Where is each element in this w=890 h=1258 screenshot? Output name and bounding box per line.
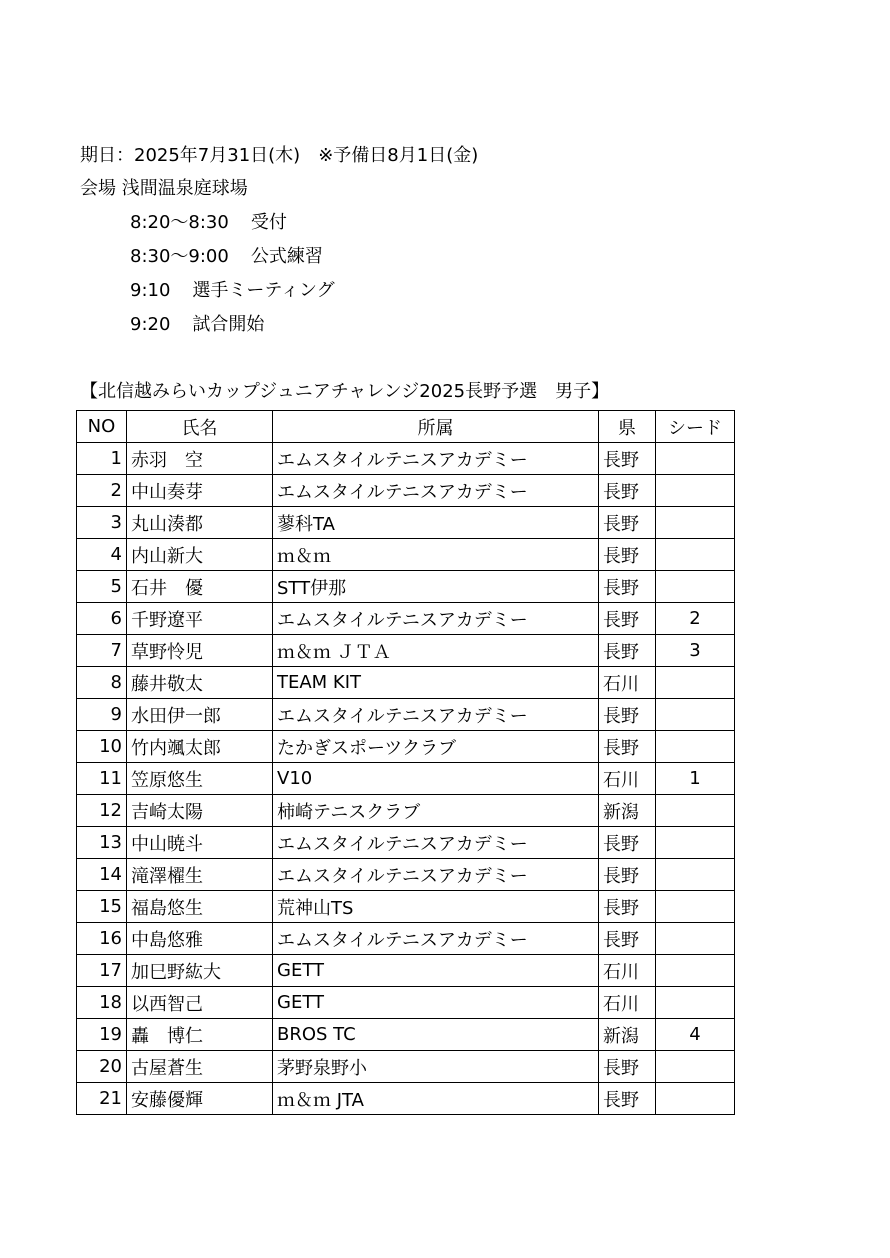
table-row — [77, 1019, 735, 1051]
cell-name: 赤羽 空 — [127, 443, 273, 475]
cell-club: GETT — [273, 987, 599, 1019]
cell-no: 4 — [77, 539, 127, 571]
table-row — [77, 507, 735, 539]
table-row — [77, 795, 735, 827]
cell-name: 千野遼平 — [127, 603, 273, 635]
cell-pref: 長野 — [599, 635, 656, 667]
cell-no: 21 — [77, 1083, 127, 1115]
cell-no: 11 — [77, 763, 127, 795]
cell-no: 9 — [77, 699, 127, 731]
cell-no: 13 — [77, 827, 127, 859]
schedule-event: 受付 — [250, 212, 287, 233]
cell-seed: 1 — [656, 763, 735, 795]
schedule-item — [130, 313, 264, 337]
cell-pref: 長野 — [599, 827, 656, 859]
cell-seed — [656, 699, 735, 731]
cell-no: 18 — [77, 987, 127, 1019]
schedule-item — [130, 211, 287, 235]
cell-no: 17 — [77, 955, 127, 987]
cell-club: 茅野泉野小 — [273, 1051, 599, 1083]
cell-name: 石井 優 — [127, 571, 273, 603]
cell-pref: 新潟 — [599, 795, 656, 827]
cell-pref: 石川 — [599, 667, 656, 699]
cell-no: 1 — [77, 443, 127, 475]
cell-name: 内山新大 — [127, 539, 273, 571]
cell-seed — [656, 475, 735, 507]
table-row — [77, 763, 735, 795]
cell-pref: 長野 — [599, 1051, 656, 1083]
cell-no: 10 — [77, 731, 127, 763]
cell-seed — [656, 507, 735, 539]
schedule-time: 9:20 — [130, 314, 171, 335]
cell-pref: 長野 — [599, 475, 656, 507]
schedule-event: 公式練習 — [250, 246, 323, 267]
cell-club: ｍ＆ｍ JTA — [273, 1083, 599, 1115]
cell-club: エムスタイルテニスアカデミー — [273, 699, 599, 731]
cell-no: 19 — [77, 1019, 127, 1051]
cell-club: エムスタイルテニスアカデミー — [273, 475, 599, 507]
table-title: 【北信越みらいカップジュニアチャレンジ2025長野予選 男子】 — [80, 381, 610, 402]
cell-club: 柿崎テニスクラブ — [273, 795, 599, 827]
cell-seed — [656, 859, 735, 891]
table-row — [77, 635, 735, 667]
cell-seed — [656, 539, 735, 571]
cell-pref: 長野 — [599, 507, 656, 539]
cell-pref: 石川 — [599, 955, 656, 987]
cell-seed: 4 — [656, 1019, 735, 1051]
cell-seed: 3 — [656, 635, 735, 667]
header-name: 氏名 — [127, 411, 273, 443]
cell-pref: 長野 — [599, 539, 656, 571]
cell-seed — [656, 731, 735, 763]
cell-seed — [656, 667, 735, 699]
schedule-item — [130, 279, 335, 303]
cell-seed — [656, 891, 735, 923]
cell-club: GETT — [273, 955, 599, 987]
table-row — [77, 667, 735, 699]
cell-name: 中島悠雅 — [127, 923, 273, 955]
cell-no: 2 — [77, 475, 127, 507]
entry-table — [76, 410, 735, 1115]
cell-club: エムスタイルテニスアカデミー — [273, 859, 599, 891]
cell-seed — [656, 955, 735, 987]
table-row — [77, 475, 735, 507]
cell-name: 中山暁斗 — [127, 827, 273, 859]
cell-seed — [656, 987, 735, 1019]
cell-club: ｍ＆ｍ — [273, 539, 599, 571]
cell-pref: 長野 — [599, 859, 656, 891]
cell-club: STT伊那 — [273, 571, 599, 603]
cell-pref: 長野 — [599, 731, 656, 763]
cell-club: エムスタイルテニスアカデミー — [273, 443, 599, 475]
cell-seed: 2 — [656, 603, 735, 635]
schedule-event: 選手ミーティング — [192, 280, 335, 301]
cell-seed — [656, 827, 735, 859]
cell-pref: 石川 — [599, 763, 656, 795]
table-row — [77, 923, 735, 955]
cell-seed — [656, 443, 735, 475]
cell-club: エムスタイルテニスアカデミー — [273, 923, 599, 955]
cell-pref: 長野 — [599, 603, 656, 635]
cell-name: 轟 博仁 — [127, 1019, 273, 1051]
cell-club: 蓼科TA — [273, 507, 599, 539]
cell-pref: 長野 — [599, 571, 656, 603]
cell-no: 16 — [77, 923, 127, 955]
cell-no: 12 — [77, 795, 127, 827]
cell-name: 中山奏芽 — [127, 475, 273, 507]
cell-no: 15 — [77, 891, 127, 923]
schedule-time: 9:10 — [130, 280, 171, 301]
cell-club: エムスタイルテニスアカデミー — [273, 827, 599, 859]
table-row — [77, 571, 735, 603]
event-venue: 会場 浅間温泉庭球場 — [80, 178, 248, 199]
table-row — [77, 987, 735, 1019]
schedule-event: 試合開始 — [192, 314, 265, 335]
table-row — [77, 955, 735, 987]
cell-no: 20 — [77, 1051, 127, 1083]
header-seed: シード — [656, 411, 735, 443]
cell-seed — [656, 1083, 735, 1115]
event-date: 期日：2025年7月31日(木) ※予備日8月1日(金) — [80, 145, 479, 166]
cell-pref: 長野 — [599, 891, 656, 923]
table-header-row — [77, 411, 735, 443]
cell-club: TEAM KIT — [273, 667, 599, 699]
cell-name: 丸山湊都 — [127, 507, 273, 539]
cell-seed — [656, 795, 735, 827]
cell-club: エムスタイルテニスアカデミー — [273, 603, 599, 635]
table-row — [77, 859, 735, 891]
header-no: NO — [77, 411, 127, 443]
cell-name: 草野怜児 — [127, 635, 273, 667]
schedule-item — [130, 245, 323, 269]
table-row — [77, 603, 735, 635]
table-row — [77, 1051, 735, 1083]
cell-name: 加巳野紘大 — [127, 955, 273, 987]
cell-no: 5 — [77, 571, 127, 603]
cell-no: 3 — [77, 507, 127, 539]
cell-name: 安藤優輝 — [127, 1083, 273, 1115]
cell-pref: 新潟 — [599, 1019, 656, 1051]
cell-name: 滝澤櫂生 — [127, 859, 273, 891]
cell-no: 6 — [77, 603, 127, 635]
cell-club: BROS TC — [273, 1019, 599, 1051]
schedule-time: 8:30～9:00 — [130, 246, 229, 267]
cell-pref: 長野 — [599, 443, 656, 475]
cell-name: 以西智己 — [127, 987, 273, 1019]
cell-club: 荒神山TS — [273, 891, 599, 923]
cell-name: 竹内颯太郎 — [127, 731, 273, 763]
cell-seed — [656, 923, 735, 955]
table-row — [77, 539, 735, 571]
table-row — [77, 1083, 735, 1115]
table-row — [77, 891, 735, 923]
cell-name: 吉崎太陽 — [127, 795, 273, 827]
cell-seed — [656, 571, 735, 603]
table-row — [77, 443, 735, 475]
table-row — [77, 699, 735, 731]
cell-name: 藤井敬太 — [127, 667, 273, 699]
cell-no: 14 — [77, 859, 127, 891]
header-club: 所属 — [273, 411, 599, 443]
cell-pref: 石川 — [599, 987, 656, 1019]
header-pref: 県 — [599, 411, 656, 443]
cell-club: たかぎスポーツクラブ — [273, 731, 599, 763]
cell-club: V10 — [273, 763, 599, 795]
cell-club: ｍ＆ｍ ＪＴＡ — [273, 635, 599, 667]
cell-no: 8 — [77, 667, 127, 699]
cell-no: 7 — [77, 635, 127, 667]
schedule-time: 8:20～8:30 — [130, 212, 229, 233]
table-row — [77, 731, 735, 763]
cell-pref: 長野 — [599, 1083, 656, 1115]
cell-name: 笠原悠生 — [127, 763, 273, 795]
cell-seed — [656, 1051, 735, 1083]
cell-name: 水田伊一郎 — [127, 699, 273, 731]
table-row — [77, 827, 735, 859]
cell-name: 古屋蒼生 — [127, 1051, 273, 1083]
cell-pref: 長野 — [599, 699, 656, 731]
cell-name: 福島悠生 — [127, 891, 273, 923]
cell-pref: 長野 — [599, 923, 656, 955]
